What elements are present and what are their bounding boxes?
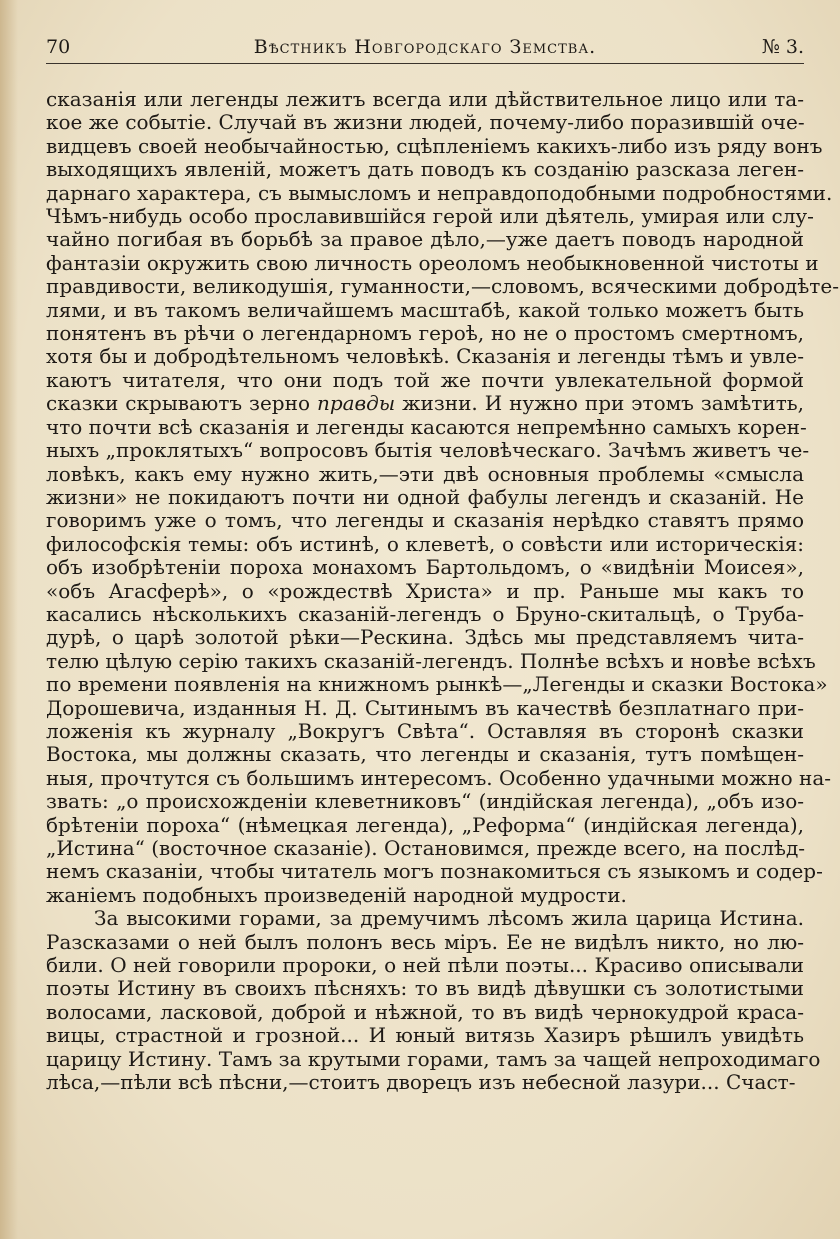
text-line: объ изобрѣтеніи пороха монахомъ Бартольдомъ, о «видѣніи Моисея»,	[46, 555, 804, 580]
text-line: касались нѣсколькихъ сказаній-легендъ о Бруно-скитальцѣ, о Труба-	[46, 601, 804, 626]
text-line: поэты Истину въ своихъ пѣсняхъ: то въ видѣ дѣвушки съ золотистыми	[46, 976, 804, 1001]
text-line: правдивости, великодушія, гуманности,—словомъ, всяческими добродѣте-	[46, 274, 839, 299]
text-line: что почти всѣ сказанія и легенды касаются непремѣнно самыхъ корен-	[46, 414, 807, 439]
text-line: вицы, страстной и грозной... И юный витязь Хазиръ рѣшилъ увидѣть	[46, 1023, 804, 1048]
text-line: ложенія къ журналу „Вокругъ Свѣта“. Оставляя въ сторонѣ сказки	[46, 718, 804, 743]
body-text	[46, 87, 839, 1095]
text-line: философскія темы: объ истинѣ, о клеветѣ, о совѣсти или историческія:	[46, 531, 804, 556]
text-line: Разсказами о ней былъ полонъ весь міръ. Ее не видѣлъ никто, но лю-	[46, 929, 804, 954]
text-line: дурѣ, о царѣ золотой рѣки—Рескина. Здѣсь мы представляемъ чита-	[46, 625, 804, 650]
text-line: дарнаго характера, съ вымысломъ и неправдоподобными подробностями.	[46, 180, 833, 205]
paragraph	[46, 87, 839, 907]
emphasis: правды	[316, 391, 396, 416]
text-line: жизни» не покидаютъ почти ни одной фабулы легендъ и сказаній. Не	[46, 484, 804, 509]
text-line: выходящихъ явленій, можетъ дать поводъ къ созданію разсказа леген-	[46, 157, 804, 182]
running-header	[46, 34, 804, 64]
text-line: Востока, мы должны сказать, что легенды и сказанія, тутъ помѣщен-	[46, 742, 804, 767]
issue-number: № 3.	[761, 36, 804, 58]
text-line: фантазіи окружить свою личность ореоломъ необыкновенной чистоты и	[46, 250, 819, 275]
text-line: звать: „о происхожденіи клеветниковъ“ (индійская легенда), „объ изо-	[46, 789, 804, 814]
text-line: За высокими горами, за дремучимъ лѣсомъ жила царица Истина.	[94, 906, 804, 931]
text-line: сказанія или легенды лежитъ всегда или дѣйствительное лицо или та-	[46, 87, 804, 111]
text-line: ловѣкъ, какъ ему нужно жить,—эти двѣ основныя проблемы «смысла	[46, 461, 804, 486]
text-line: по времени появленія на книжномъ рынкѣ—„Легенды и сказки Востока»	[46, 672, 828, 697]
text-line: жаніемъ подобныхъ произведеній народной мудрости.	[46, 882, 627, 907]
paragraph	[46, 906, 821, 1095]
text-line: кое же событіе. Случай въ жизни людей, почему-либо поразившій оче-	[46, 110, 805, 135]
page-number: 70	[46, 36, 71, 58]
text-line: царицу Истину. Тамъ за крутыми горами, тамъ за чащей непроходимаго	[46, 1046, 821, 1071]
text-line: чайно погибая въ борьбѣ за правое дѣло,—уже даетъ поводъ народной	[46, 227, 804, 252]
text-line: понятенъ въ рѣчи о легендарномъ героѣ, но не о простомъ смертномъ,	[46, 321, 804, 346]
text-line: ныхъ „проклятыхъ“ вопросовъ бытія человѣческаго. Зачѣмъ живетъ че-	[46, 438, 810, 463]
text-line: лѣса,—пѣли всѣ пѣсни,—стоитъ дворецъ изъ небесной лазури... Счаст-	[46, 1070, 796, 1095]
text-line: видцевъ своей необычайностью, сцѣпленіемъ какихъ-либо изъ ряду вонъ	[46, 133, 823, 158]
text-line: каютъ читателя, что они подъ той же почти увлекательной формой	[46, 367, 804, 392]
page-spine-shadow	[0, 0, 18, 1239]
text-line: лями, и въ такомъ величайшемъ масштабѣ, какой только можетъ быть	[46, 297, 804, 322]
text-line: Чѣмъ-нибудь особо прославившійся герой или дѣятель, умирая или слу-	[46, 204, 814, 229]
journal-title: Вѣстникъ Новгородскаго Земства.	[253, 36, 597, 58]
text-line: говоримъ уже о томъ, что легенды и сказанія нерѣдко ставятъ прямо	[46, 508, 804, 533]
text-line: немъ сказаніи, чтобы читатель могъ познакомиться съ языкомъ и содер-	[46, 859, 823, 884]
header-rule	[46, 63, 804, 64]
text-line: «объ Агасферѣ», о «рождествѣ Христа» и пр. Раньше мы какъ то	[46, 578, 804, 603]
text-line: хотя бы и добродѣтельномъ человѣкѣ. Сказанія и легенды тѣмъ и увле-	[46, 344, 804, 369]
text-line: брѣтеніи пороха“ (нѣмецкая легенда), „Реформа“ (индійская легенда),	[46, 812, 804, 837]
text-line: волосами, ласковой, доброй и нѣжной, то въ видѣ чернокудрой краса-	[46, 999, 804, 1024]
text-line: телю цѣлую серію такихъ сказаній-легендъ. Полнѣе всѣхъ и новѣе всѣхъ	[46, 648, 816, 673]
text-line: били. О ней говорили пророки, о ней пѣли поэты... Красиво описывали	[46, 953, 804, 978]
text-line: сказки скрываютъ зерно правды жизни. И нужно при этомъ замѣтить,	[46, 391, 805, 416]
text-line: Дорошевича, изданныя Н. Д. Сытинымъ въ качествѣ безплатнаго при-	[46, 695, 804, 720]
text-line: „Истина“ (восточное сказаніе). Остановимся, прежде всего, на послѣд-	[46, 836, 806, 860]
text-line: ныя, прочтутся съ большимъ интересомъ. Особенно удачными можно на-	[46, 765, 832, 790]
